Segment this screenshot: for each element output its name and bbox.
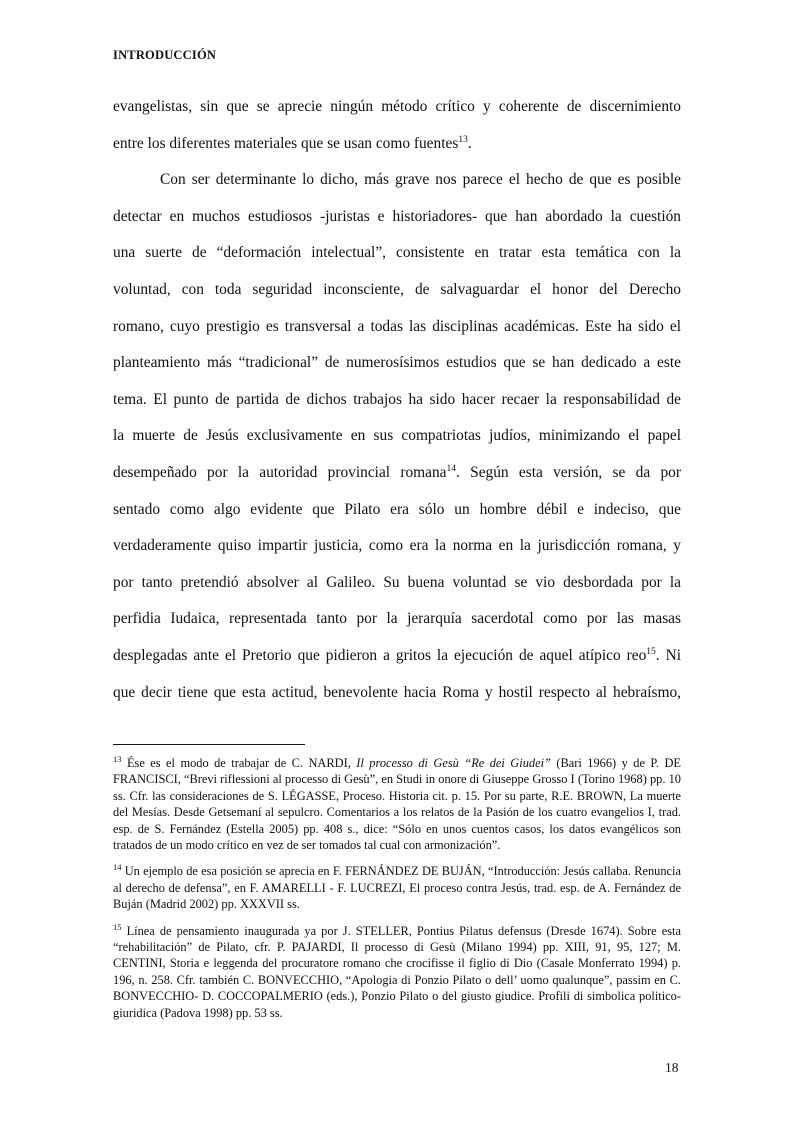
footnote-13: $^{13}$ Ése es el modo de trabajar de C. NARDI, Il processo di Gesù “Re dei Giudei” (Bari 1966) y de P. DE FRANCISCI, “Brevi riflessioni al processo di Gesù”, en Studi in onore di Giuseppe Grosso I (Torino 1968) pp. 10 ss. Cfr. las consideraciones de S. LÉGASSE, Proceso. Historia cit. p. 15. Por su parte, R.E. BROWN, La muerte del Mesías. Desde Getsemaní al sepulcro. Comentarios a los relatos de la Pasión de los cuatro evangelios I, trad. esp. de S. Fernández (Estella 2005) pp. 408 s., dice: “Sólo en unos cuentos casos, los datos evangélicos son tratados de un modo crítico en vez de ser tomados tal cual con armonización”. [113, 753, 681, 853]
body-line: por tanto pretendió absolver al Galileo. Su buena voluntad se vio desbordada por la [113, 573, 681, 591]
body-line: que decir tiene que esta actitud, benevolente hacia Roma y hostil respecto al hebraísmo, [113, 683, 681, 701]
footnote-ref-14[interactable]: 14 [446, 463, 456, 474]
body-line: voluntad, con toda seguridad inconsciente, de salvaguardar el honor del Derecho [113, 280, 681, 298]
body-line: planteamiento más “tradicional” de numerosísimos estudios que se han dedicado a este [113, 354, 681, 372]
body-line: desempeñado por la autoridad provincial romana$^{14}$. Según esta versión, se da por [113, 463, 681, 481]
body-line: verdaderamente quiso impartir justicia, como era la norma en la jurisdicción romana, y [113, 537, 681, 555]
footnote-ref-15[interactable]: 15 [646, 646, 656, 657]
body-line: detectar en muchos estudiosos -juristas e historiadores- que han abordado la cuestión [113, 207, 681, 225]
running-header: INTRODUCCIÓN [113, 48, 217, 62]
body-line: evangelistas, sin que se aprecie ningún método crítico y coherente de discernimiento [113, 98, 681, 115]
footnote-15: $^{15}$ Línea de pensamiento inaugurada ya por J. STELLER, Pontius Pilatus defensus (Dresde 1674). Sobre esta “rehabilitación” de Pilato, cfr. P. PAJARDI, Il processo di Gesù (Milano 1994) pp. XIII, 91, 95, 127; M. CENTINI, Storia e leggenda del procuratore romano che crocifisse il figlio di Dio (Casale Monferrato 1994) p. 196, n. 258. Cfr. también C. BONVECCHIO, “Apologia di Ponzio Pilato o dell’ uomo qualunque”, passim en C. BONVECCHIO- D. COCCOPALMERIO (eds.), Ponzio Pilato o del giusto giudice. Profili di simbolica politico-giuridica (Padova 1998) pp. 53 ss. [113, 921, 681, 1020]
body-line: romano, cuyo prestigio es transversal a todas las disciplinas académicas. Este ha sido el [113, 317, 681, 335]
footnote-14: $^{14}$ Un ejemplo de esa posición se aprecia en F. FERNÁNDEZ DE BUJÁN, “Introducción: Jesús callaba. Renuncia al derecho de defensa”, en F. AMARELLI - F. LUCREZI, El proceso contra Jesús, trad. esp. de A. Fernández de Buján (Madrid 2002) pp. XXXVII ss. [113, 862, 681, 912]
footnote-ref-13[interactable]: 13 [458, 134, 468, 145]
page-number: 18 [665, 1060, 679, 1075]
body-line: sentado como algo evidente que Pilato era sólo un hombre débil e indeciso, que [113, 500, 681, 518]
body-line: la muerte de Jesús exclusivamente en sus compatriotas judíos, minimizando el papel [113, 427, 681, 445]
body-line: perfidia Iudaica, representada tanto por la jerarquía sacerdotal como por las masas [113, 610, 681, 628]
body-line: una suerte de “deformación intelectual”, consistente en tratar esta temática con la [113, 244, 681, 262]
footnote-separator [113, 744, 305, 745]
body-line: tema. El punto de partida de dichos trabajos ha sido hacer recaer la responsabilidad de [113, 390, 681, 408]
body-text [113, 89, 681, 711]
body-line: entre los diferentes materiales que se usan como fuentes$^{13}$. [113, 134, 472, 152]
footnotes [113, 755, 681, 1031]
body-line: desplegadas ante el Pretorio que pidieron a gritos la ejecución de aquel atípico reo$^{15}$. Ni [113, 646, 681, 664]
body-line: Con ser determinante lo dicho, más grave nos parece el hecho de que es posible [160, 171, 681, 189]
